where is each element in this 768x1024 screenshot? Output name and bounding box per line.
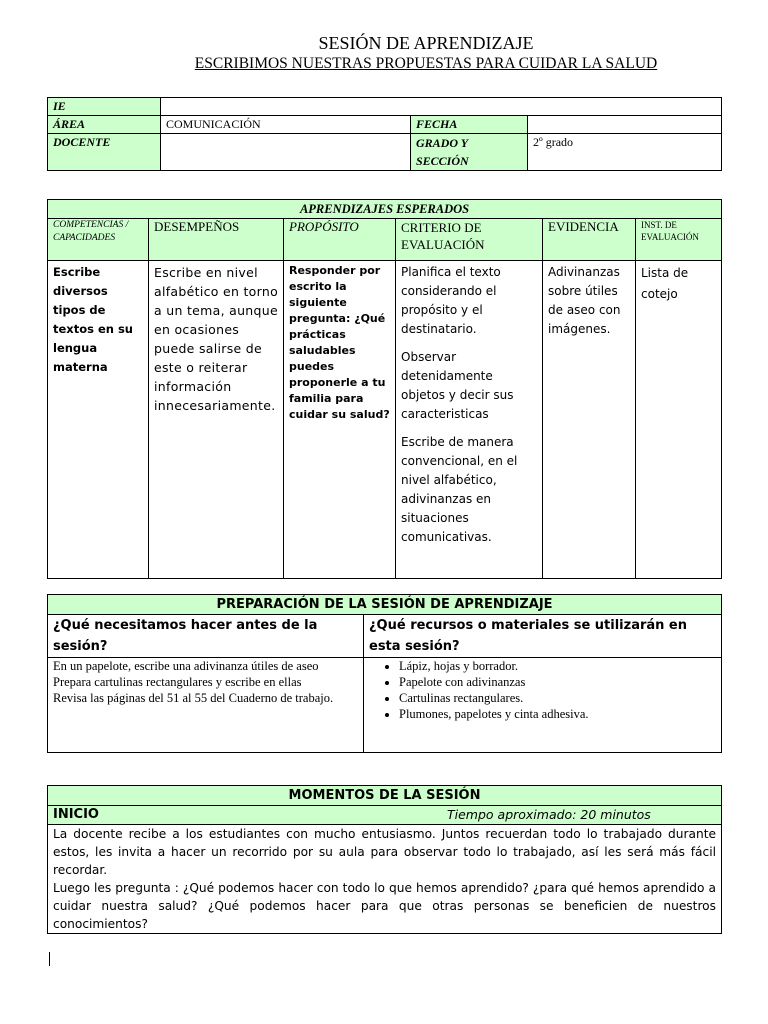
momentos-table — [47, 785, 722, 934]
proposito-cell: Responder por escrito la siguiente pregunta: ¿Qué prácticas saludables puedes proponerle a tu familia para cuidar su salud? — [284, 261, 396, 579]
info-table — [47, 97, 722, 171]
area-label: ÁREA — [48, 116, 161, 134]
materiales-item: • Papelote con adivinanzas — [399, 674, 716, 690]
inicio-body — [48, 825, 722, 934]
criterio-2: Observar detenidamente objetos y decir sus caracteristicas — [401, 350, 514, 421]
grado-value: 2º grado — [528, 134, 722, 171]
aprendizajes-table — [47, 199, 722, 579]
col-competencias: COMPETENCIAS / CAPACIDADES — [48, 219, 149, 261]
materiales-item: • Lápiz, hojas y borrador. — [399, 658, 716, 674]
momentos-title: MOMENTOS DE LA SESIÓN — [48, 786, 722, 806]
docente-value — [161, 134, 411, 171]
col-proposito: PROPÓSITO — [284, 219, 396, 261]
area-value: COMUNICACIÓN — [161, 116, 411, 134]
col-evidencia: EVIDENCIA — [543, 219, 636, 261]
question-antes: ¿Qué necesitamos hacer antes de la sesión? — [48, 615, 364, 658]
criterio-1: Planifica el texto considerando el propósito y el destinatario. — [401, 265, 501, 336]
preparacion-table — [47, 594, 722, 753]
question-materiales: ¿Qué recursos o materiales se utilizarán en esta sesión? — [364, 615, 722, 658]
aprendizajes-title: APRENDIZAJES ESPERADOS — [48, 200, 722, 219]
ie-value — [161, 98, 722, 116]
docente-label: DOCENTE — [48, 134, 161, 171]
ie-label: IE — [48, 98, 161, 116]
materiales-item: • Cartulinas rectangulares. — [399, 690, 716, 706]
inicio-label: INICIO — [53, 807, 99, 822]
antes-item: Prepara cartulinas rectangulares y escribe en ellas — [53, 675, 302, 689]
session-title: SESIÓN DE APRENDIZAJE — [318, 33, 534, 53]
evidencia-cell: Adivinanzas sobre útiles de aseo con imágenes. — [543, 261, 636, 579]
fecha-value — [528, 116, 722, 134]
col-criterio: CRITERIO DE EVALUACIÓN — [396, 219, 543, 261]
materiales-list — [369, 658, 716, 722]
antes-cell — [48, 658, 364, 753]
inicio-paragraph-2: Luego les pregunta : ¿Qué podemos hacer con todo lo que hemos aprendido? ¿para qué hemos aprendido a cuidar nuestra salud? ¿Qué podemos hacer para que otras personas se beneficien de nuestros conocimientos? — [53, 881, 716, 931]
instrumento-cell: Lista de cotejo — [636, 261, 722, 579]
antes-item: Revisa las páginas del 51 al 55 del Cuaderno de trabajo. — [53, 691, 334, 705]
tiempo-label: Tiempo aproximado: 20 minutos — [447, 807, 651, 822]
fecha-label: FECHA — [411, 116, 528, 134]
antes-item: En un papelote, escribe una adivinanza útiles de aseo — [53, 659, 319, 673]
session-subtitle: ESCRIBIMOS NUESTRAS PROPUESTAS PARA CUIDAR LA SALUD — [194, 55, 658, 72]
inicio-paragraph-1: La docente recibe a los estudiantes con mucho entusiasmo. Juntos recuerdan todo lo trabajado durante estos, les invita a hacer un recorrido por su aula para observar todo lo trabajado, así les será más fácil recordar. — [53, 827, 716, 877]
preparacion-title: PREPARACIÓN DE LA SESIÓN DE APRENDIZAJE — [48, 595, 722, 615]
desempeno-cell: Escribe en nivel alfabético en torno a un tema, aunque en ocasiones puede salirse de este o reiterar información innecesariamente. — [149, 261, 284, 579]
criterio-cell — [396, 261, 543, 579]
inicio-row — [48, 806, 722, 825]
competencia-cell: Escribe diversos tipos de textos en su lengua materna — [48, 261, 149, 579]
text-cursor — [49, 952, 50, 966]
criterio-3: Escribe de manera convencional, en el nivel alfabético, adivinanzas en situaciones comunicativas. — [401, 435, 518, 544]
materiales-item: • Plumones, papelotes y cinta adhesiva. — [399, 706, 716, 722]
col-instrumento: INST. DE EVALUACIÓN — [636, 219, 722, 261]
grado-label: GRADO Y SECCIÓN — [411, 134, 528, 171]
materiales-cell — [364, 658, 722, 753]
col-desempenos: DESEMPEÑOS — [149, 219, 284, 261]
